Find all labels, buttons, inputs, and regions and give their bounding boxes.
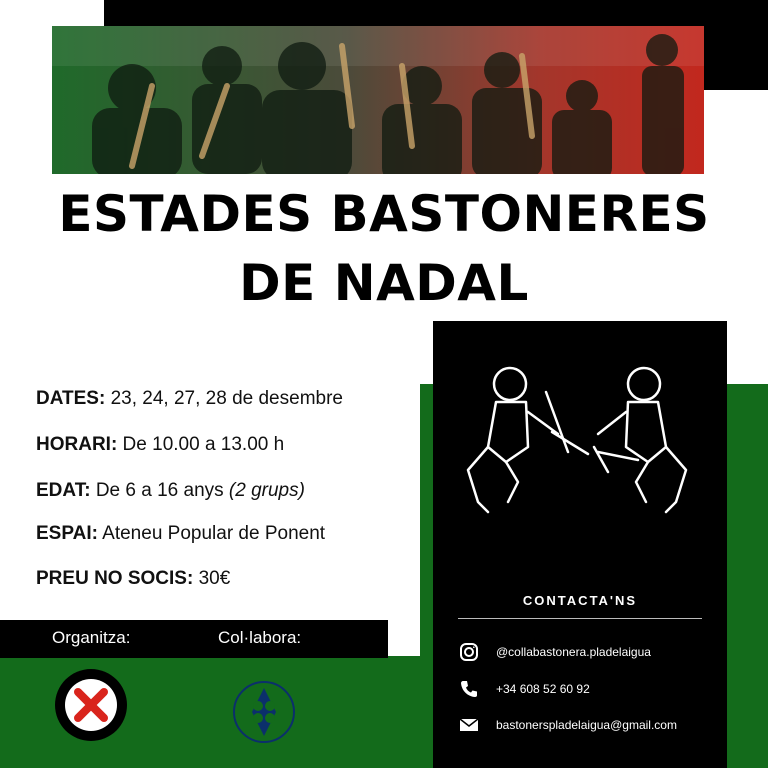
info-espai <box>36 523 325 545</box>
ateneu-logo <box>218 666 310 758</box>
phone-number: +34 608 52 60 92 <box>496 682 590 696</box>
contact-email[interactable] <box>458 713 677 737</box>
info-label: ESPAI: <box>36 523 98 544</box>
email-address: bastonerspladelaigua@gmail.com <box>496 718 677 732</box>
title-line-1: ESTADES BASTONERES <box>58 185 710 243</box>
info-value: De 10.00 a 13.00 h <box>117 434 285 455</box>
organitza-label: Organitza: <box>52 628 131 647</box>
colla-logo <box>54 668 128 742</box>
info-preu <box>36 568 230 590</box>
info-horari <box>36 434 284 456</box>
instagram-icon <box>458 641 480 663</box>
info-value: 30€ <box>193 568 231 589</box>
info-label: PREU NO SOCIS: <box>36 568 194 589</box>
instagram-handle: @collabastonera.pladelaigua <box>496 645 651 659</box>
email-icon <box>458 714 480 736</box>
contact-title: CONTACTA'NS <box>522 593 638 608</box>
contact-phone[interactable] <box>458 677 590 701</box>
info-value: Ateneu Popular de Ponent <box>97 523 326 544</box>
phone-icon <box>458 678 480 700</box>
dancers-illustration <box>448 352 712 552</box>
info-dates <box>36 388 343 410</box>
info-value: 23, 24, 27, 28 de desembre <box>105 388 343 409</box>
info-label: DATES: <box>36 388 106 409</box>
collabora-label: Col·labora: <box>218 628 302 647</box>
info-edat <box>36 480 305 502</box>
info-extra: (2 grups) <box>228 480 305 501</box>
header-photo <box>52 26 704 174</box>
title-line-2: DE NADAL <box>239 254 529 312</box>
info-value: De 6 a 16 anys <box>90 480 229 501</box>
info-label: EDAT: <box>36 480 91 501</box>
contact-instagram[interactable] <box>458 640 651 664</box>
info-label: HORARI: <box>36 434 118 455</box>
contact-divider <box>458 618 702 619</box>
